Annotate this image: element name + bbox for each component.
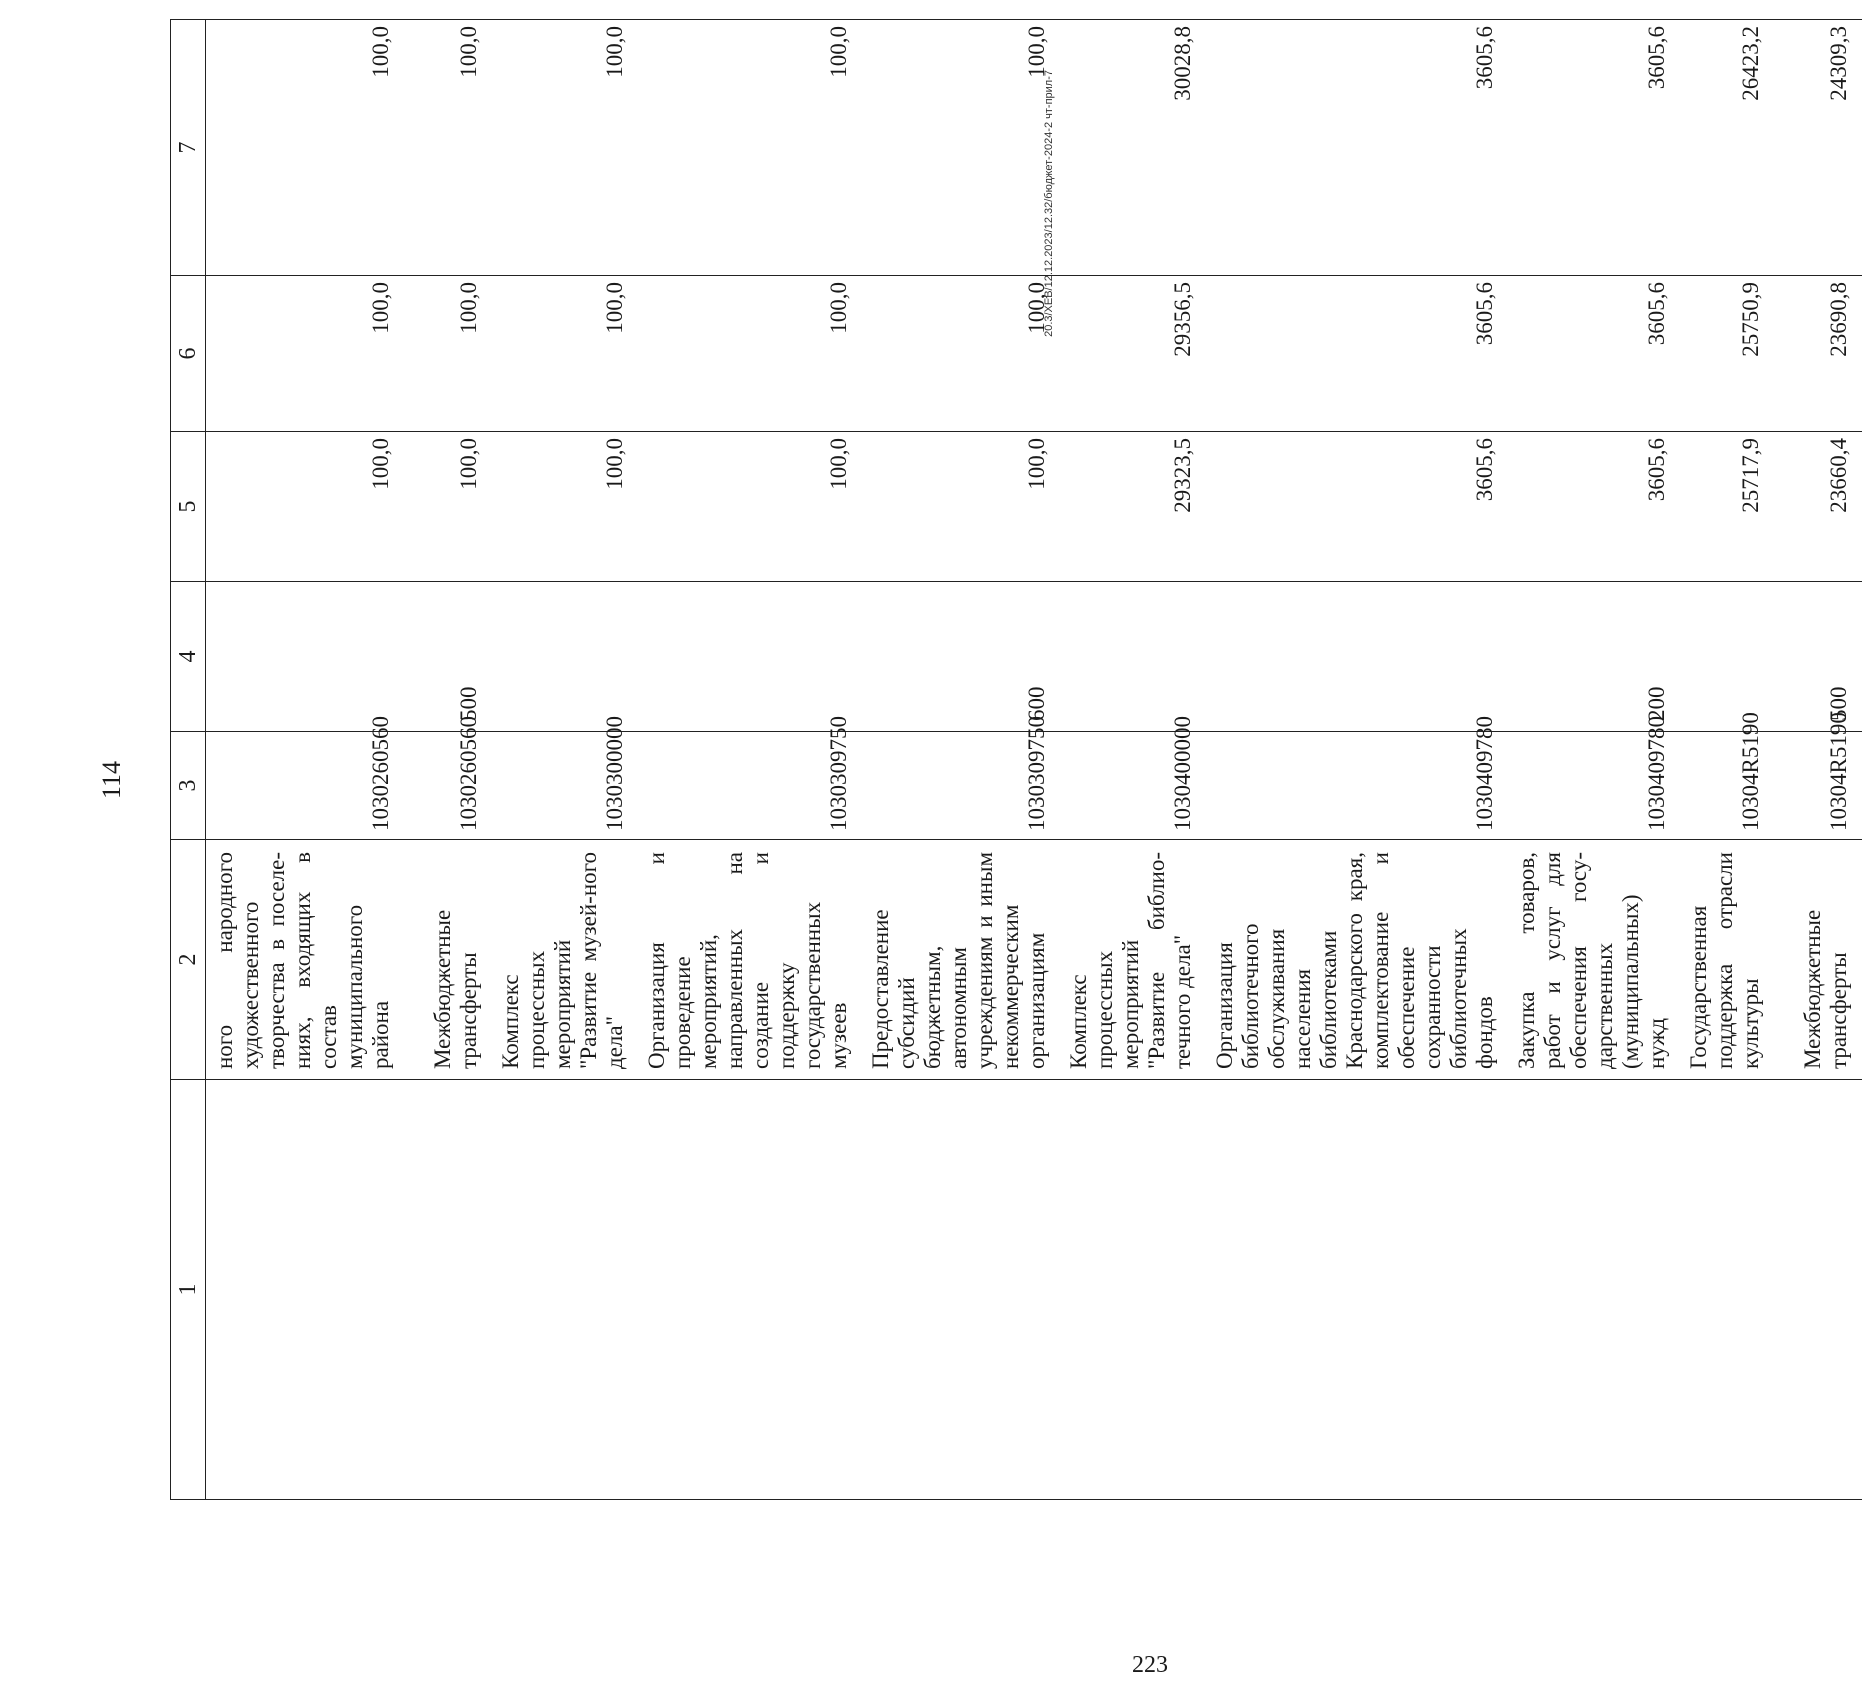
cell-col1	[638, 1080, 862, 1500]
cell-name: Межбюджетные трансферты	[1774, 840, 1862, 1080]
cell-amount-col7: 100,0	[206, 20, 405, 276]
cell-target-code: 1030400000	[1060, 732, 1206, 840]
cell-expense-type	[492, 582, 638, 732]
table-row	[1508, 20, 1680, 1500]
cell-amount-col7: 3605,6	[1206, 20, 1508, 276]
cell-name: Закупка товаров, работ и услуг для обеспечения госу-дарственных (муниципальных) нужд	[1508, 840, 1680, 1080]
cell-col1	[1060, 1080, 1206, 1500]
cell-expense-type: 600	[862, 582, 1060, 732]
cell-target-code: 1030409780	[1508, 732, 1680, 840]
cell-amount-col5: 29323,5	[1060, 432, 1206, 582]
cell-name: Комплекс процессных мероприятий "Развитие музей-ного дела"	[492, 840, 638, 1080]
cell-name: ного народного художественного творчества в поселе-ниях, входящих в состав муниципального района	[206, 840, 405, 1080]
cell-expense-type: 200	[1508, 582, 1680, 732]
cell-name: Комплекс процессных мероприятий "Развитие библио-течного дела"	[1060, 840, 1206, 1080]
cell-col1	[1206, 1080, 1508, 1500]
cell-target-code: 1030309750	[638, 732, 862, 840]
cell-amount-col6: 23690,8	[1774, 276, 1862, 432]
header-row	[171, 20, 206, 1500]
cell-amount-col6: 100,0	[862, 276, 1060, 432]
document-stamp: 20.3/XEB/12.12.2023/12.32/бюджет-2024-2 чт-прил-7	[1043, 70, 1055, 337]
cell-amount-col5: 100,0	[206, 432, 405, 582]
cell-amount-col7: 30028,8	[1060, 20, 1206, 276]
table-row	[1774, 20, 1862, 1500]
table-row	[1206, 20, 1508, 1500]
cell-amount-col6: 25750,9	[1680, 276, 1774, 432]
table-row	[638, 20, 862, 1500]
col-header-7: 7	[171, 20, 206, 276]
table-row	[1060, 20, 1206, 1500]
col-header-2: 2	[171, 840, 206, 1080]
cell-target-code: 10304R5190	[1680, 732, 1774, 840]
cell-amount-col6: 100,0	[492, 276, 638, 432]
cell-target-code: 1030409780	[1206, 732, 1508, 840]
cell-name: Организация и проведение мероприятий, направленных на создание и поддержку государственных музеев	[638, 840, 862, 1080]
cell-target-code: 1030309750	[862, 732, 1060, 840]
cell-amount-col6: 29356,5	[1060, 276, 1206, 432]
cell-amount-col6: 100,0	[638, 276, 862, 432]
cell-col1	[492, 1080, 638, 1500]
cell-expense-type	[638, 582, 862, 732]
col-header-5: 5	[171, 432, 206, 582]
cell-expense-type	[1060, 582, 1206, 732]
cell-amount-col5: 3605,6	[1206, 432, 1508, 582]
rotated-budget-page	[75, 26, 1851, 1530]
cell-col1	[206, 1080, 405, 1500]
cell-target-code: 10304R5190	[1774, 732, 1862, 840]
table-row	[404, 20, 492, 1500]
cell-amount-col7: 100,0	[638, 20, 862, 276]
cell-target-code: 1030260560	[404, 732, 492, 840]
cell-amount-col7: 100,0	[492, 20, 638, 276]
cell-col1	[404, 1080, 492, 1500]
cell-amount-col7: 24309,3	[1774, 20, 1862, 276]
cell-target-code: 1030300000	[492, 732, 638, 840]
sheet-number: 223	[1132, 1652, 1168, 1678]
cell-amount-col6: 100,0	[206, 276, 405, 432]
cell-amount-col6: 100,0	[404, 276, 492, 432]
cell-amount-col7: 3605,6	[1508, 20, 1680, 276]
cell-expense-type: 500	[404, 582, 492, 732]
cell-amount-col5: 100,0	[862, 432, 1060, 582]
cell-col1	[1680, 1080, 1774, 1500]
cell-amount-col5: 100,0	[404, 432, 492, 582]
table-row	[206, 20, 405, 1500]
table-row	[862, 20, 1060, 1500]
table-row	[1680, 20, 1774, 1500]
cell-amount-col6: 3605,6	[1508, 276, 1680, 432]
cell-col1	[862, 1080, 1060, 1500]
table-row	[492, 20, 638, 1500]
cell-amount-col6: 3605,6	[1206, 276, 1508, 432]
cell-amount-col5: 25717,9	[1680, 432, 1774, 582]
col-header-3: 3	[171, 732, 206, 840]
cell-expense-type	[206, 582, 405, 732]
cell-name: Предоставление субсидий бюджетным, автономным учреждениям и иным некоммерческим организациям	[862, 840, 1060, 1080]
cell-col1	[1508, 1080, 1680, 1500]
cell-amount-col7: 26423,2	[1680, 20, 1774, 276]
cell-target-code: 1030260560	[206, 732, 405, 840]
cell-amount-col7: 100,0	[404, 20, 492, 276]
col-header-4: 4	[171, 582, 206, 732]
budget-table	[170, 19, 1862, 1500]
cell-amount-col5: 100,0	[638, 432, 862, 582]
cell-amount-col5: 3605,6	[1508, 432, 1680, 582]
page-number: 114	[97, 760, 126, 800]
col-header-6: 6	[171, 276, 206, 432]
cell-expense-type	[1680, 582, 1774, 732]
cell-amount-col7: 100,0	[862, 20, 1060, 276]
cell-name: Организация библиотечного обслуживания населения библиотеками Краснодарского края, комплектование и обеспечение сохранности библиотечных фондов	[1206, 840, 1508, 1080]
cell-expense-type	[1206, 582, 1508, 732]
cell-amount-col5: 23660,4	[1774, 432, 1862, 582]
cell-name: Государственная поддержка отрасли культуры	[1680, 840, 1774, 1080]
cell-name: Межбюджетные трансферты	[404, 840, 492, 1080]
cell-expense-type: 500	[1774, 582, 1862, 732]
col-header-1: 1	[171, 1080, 206, 1500]
cell-amount-col5: 100,0	[492, 432, 638, 582]
cell-col1	[1774, 1080, 1862, 1500]
